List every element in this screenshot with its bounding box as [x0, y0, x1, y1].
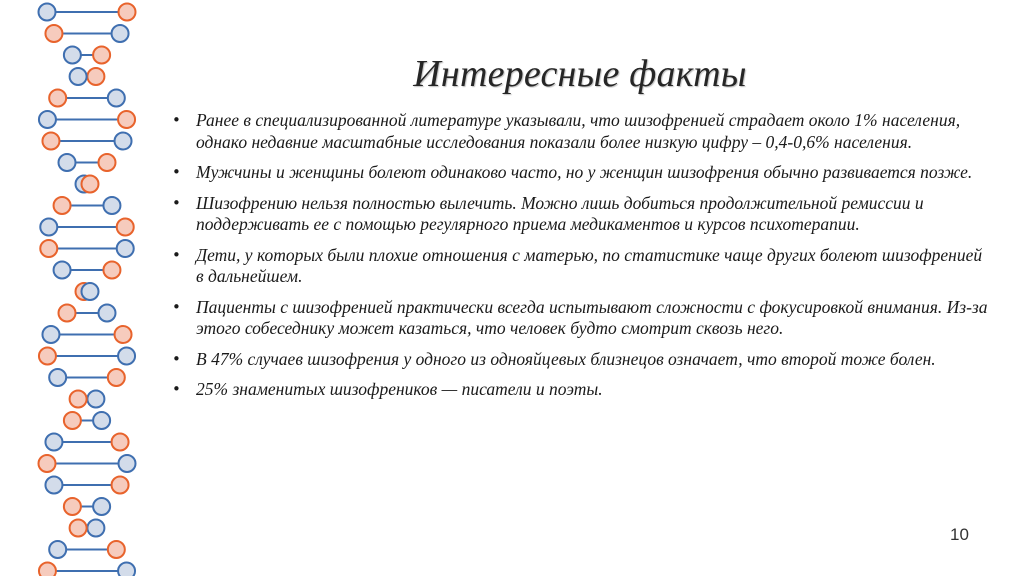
helix-node-blue [112, 25, 129, 42]
helix-node-blue [87, 520, 104, 537]
helix-node-orange [40, 240, 57, 257]
fact-text: Шизофрению нельзя полностью вылечить. Можно лишь добиться продолжительной ремиссии и поддерживать ее с помощью регулярного приема медикаментов и курсов психотерапии. [196, 192, 924, 234]
bullet-icon: • [172, 297, 181, 316]
helix-node-blue [119, 455, 136, 472]
helix-node-orange [45, 25, 62, 42]
helix-node-blue [70, 68, 87, 85]
helix-node-orange [64, 412, 81, 429]
helix-node-blue [87, 391, 104, 408]
bullet-icon: • [172, 193, 181, 212]
helix-node-orange [103, 262, 120, 279]
helix-node-blue [39, 111, 56, 128]
helix-node-blue [45, 434, 62, 451]
dna-helix-decoration [0, 0, 160, 576]
bullet-icon: • [172, 163, 181, 181]
helix-node-orange [119, 4, 136, 21]
page-number: 10 [950, 525, 969, 544]
helix-node-blue [64, 47, 81, 64]
helix-node-orange [81, 176, 98, 193]
helix-node-orange [70, 391, 87, 408]
helix-node-blue [39, 4, 56, 21]
helix-node-blue [81, 283, 98, 300]
fact-item [172, 110, 992, 153]
helix-node-blue [40, 219, 57, 236]
fact-item [172, 297, 992, 340]
helix-node-orange [93, 47, 110, 64]
helix-node-orange [64, 498, 81, 515]
helix-node-orange [108, 369, 125, 386]
helix-node-blue [99, 305, 116, 322]
helix-node-orange [42, 133, 59, 150]
helix-node-orange [59, 305, 76, 322]
helix-node-blue [49, 541, 66, 558]
bullet-icon: • [172, 380, 181, 398]
helix-node-blue [93, 498, 110, 515]
helix-node-orange [112, 434, 129, 451]
fact-text: В 47% случаев шизофрения у одного из однояйцевых близнецов означает, что второй тоже болен. [196, 348, 936, 369]
fact-item [172, 379, 992, 401]
helix-node-blue [117, 240, 134, 257]
bullet-icon: • [172, 349, 181, 368]
helix-node-orange [117, 219, 134, 236]
helix-node-orange [49, 90, 66, 107]
bullet-icon: • [172, 245, 181, 264]
helix-node-orange [118, 111, 135, 128]
helix-node-orange [39, 563, 56, 576]
fact-item [172, 349, 992, 371]
fact-text: Дети, у которых были плохие отношения с матерью, по статистике чаще других болеют шизофренией в дальнейшем. [196, 244, 983, 286]
fact-text: Пациенты с шизофренией практически всегда испытывают сложности с фокусировкой внимания. Из-за этого собеседнику может казаться, что человек будто смотрит сквозь него. [196, 296, 988, 338]
slide-title: Интересные факты [413, 53, 747, 95]
helix-node-blue [103, 197, 120, 214]
helix-node-orange [39, 455, 56, 472]
fact-text: Мужчины и женщины болеют одинаково часто, но у женщин шизофрения обычно развивается позже. [196, 162, 973, 182]
helix-node-blue [59, 154, 76, 171]
helix-node-blue [54, 262, 71, 279]
facts-list [172, 110, 992, 410]
helix-node-blue [42, 326, 59, 343]
helix-node-blue [49, 369, 66, 386]
fact-item [172, 245, 992, 288]
fact-item [172, 162, 992, 184]
helix-node-orange [70, 520, 87, 537]
helix-node-orange [112, 477, 129, 494]
helix-node-blue [108, 90, 125, 107]
fact-item [172, 193, 992, 236]
helix-node-orange [39, 348, 56, 365]
helix-node-blue [118, 563, 135, 576]
helix-node-blue [45, 477, 62, 494]
helix-node-orange [87, 68, 104, 85]
bullet-icon: • [172, 111, 181, 129]
fact-text: Ранее в специализированной литературе указывали, что шизофренией страдает около 1% населения, однако недавние масштабные исследования показали более низкую цифру – 0,4-0,6% населения. [196, 110, 961, 152]
helix-node-blue [115, 133, 132, 150]
helix-node-blue [93, 412, 110, 429]
helix-node-orange [108, 541, 125, 558]
helix-node-orange [115, 326, 132, 343]
helix-node-orange [99, 154, 116, 171]
helix-node-orange [54, 197, 71, 214]
helix-node-blue [118, 348, 135, 365]
fact-text: 25% знаменитых шизофреников — писатели и поэты. [196, 379, 603, 399]
